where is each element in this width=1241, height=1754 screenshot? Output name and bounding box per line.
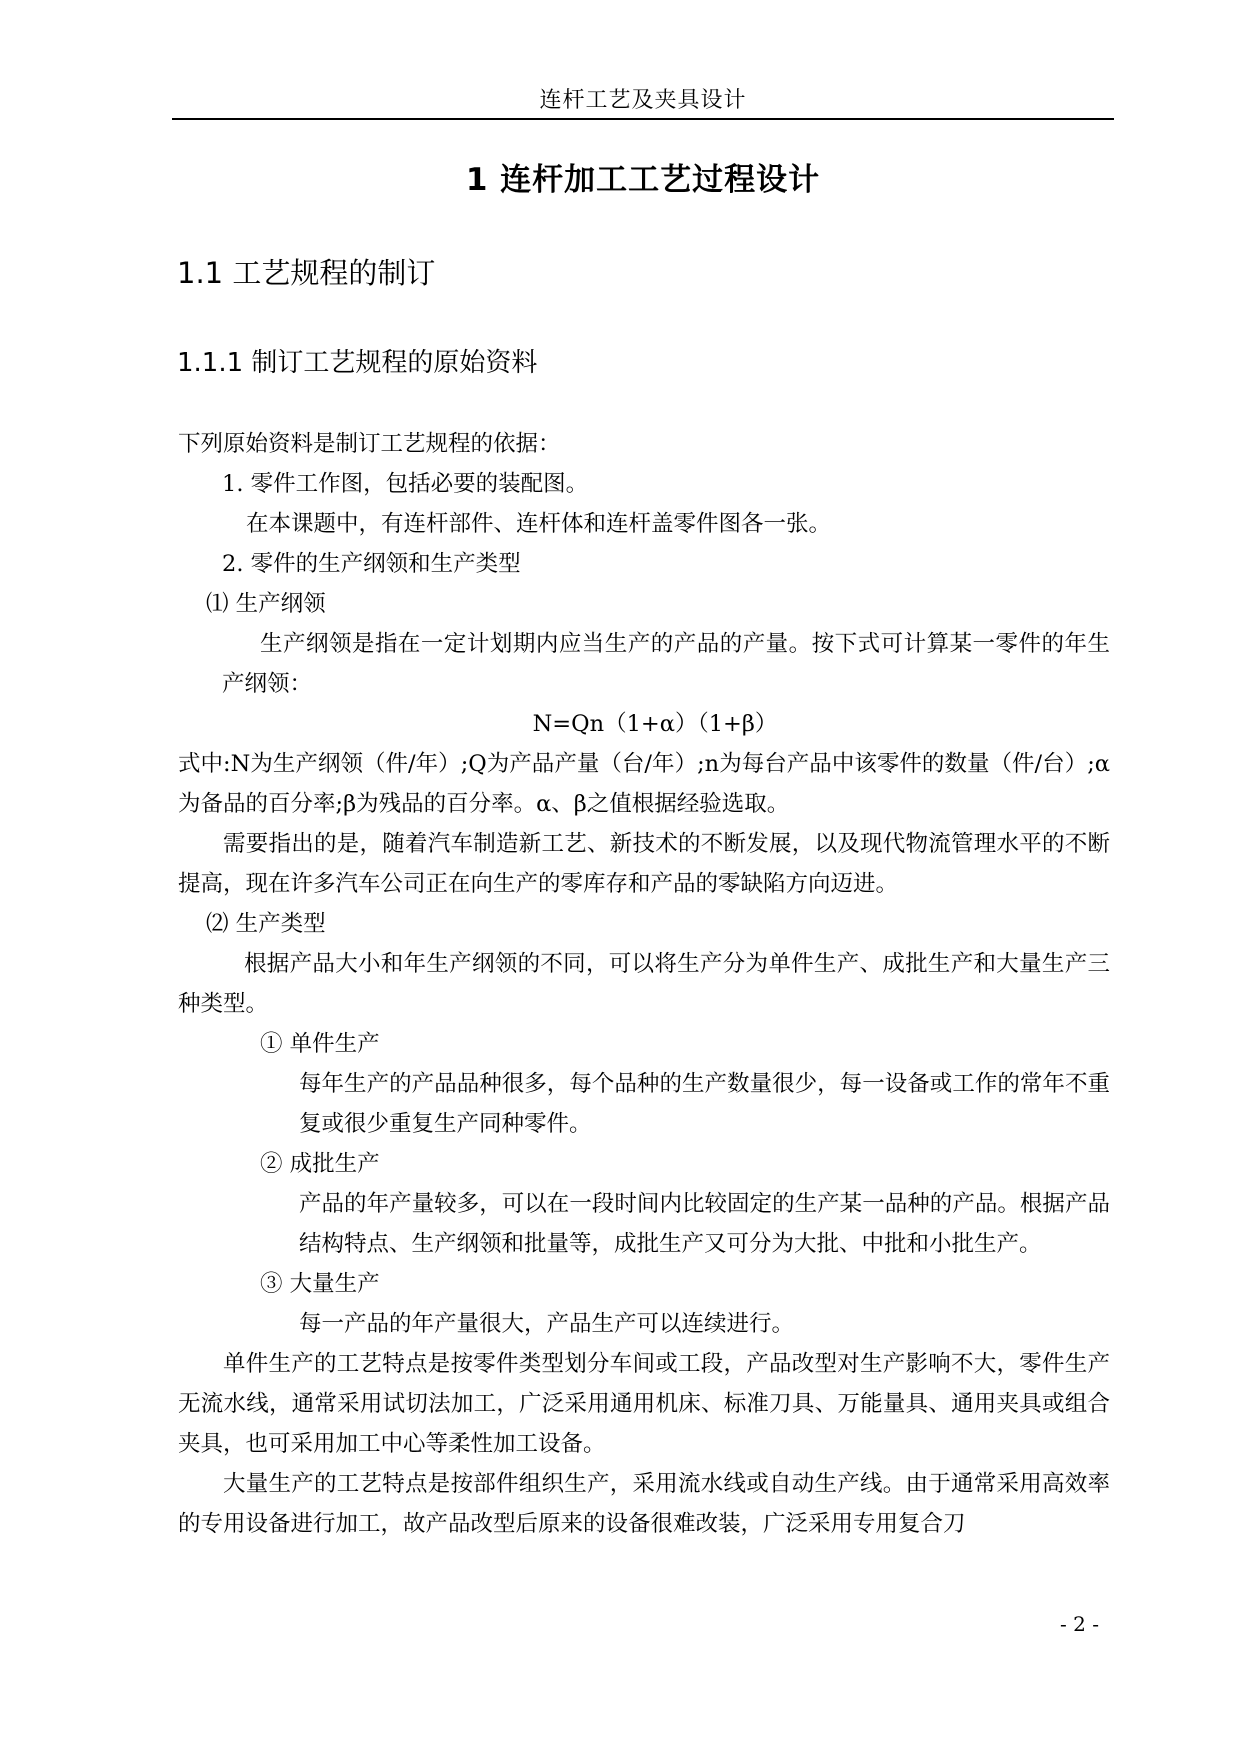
page-number: - 2 -	[1060, 1612, 1099, 1636]
type-mass-text: 每一产品的年产量很大，产品生产可以连续进行。	[299, 1311, 795, 1337]
type-single-text: 每年生产的产品品种很多，每个品种的生产数量很少，每一设备或工作的常年不重复或很少重复生产同种零件。	[299, 1071, 1110, 1137]
subitem-production-plan-title: ⑴ 生产纲领	[206, 591, 326, 617]
note-paragraph: 需要指出的是，随着汽车制造新工艺、新技术的不断发展，以及现代物流管理水平的不断提高，现在许多汽车公司正在向生产的零库存和产品的零缺陷方向迈进。	[178, 831, 1110, 897]
list-item-2: 2. 零件的生产纲领和生产类型	[222, 551, 521, 577]
header-rule	[172, 118, 1114, 120]
list-item-1-detail: 在本课题中，有连杆部件、连杆体和连杆盖零件图各一张。	[246, 511, 832, 537]
subitem-production-type-title: ⑵ 生产类型	[206, 911, 326, 937]
running-header: 连杆工艺及夹具设计	[539, 88, 747, 113]
section-title: 1.1 工艺规程的制订	[177, 256, 436, 290]
type-mass-title: ③ 大量生产	[260, 1271, 380, 1297]
subitem-production-type-text: 根据产品大小和年生产纲领的不同，可以将生产分为单件生产、成批生产和大量生产三种类型。	[178, 951, 1110, 1017]
chapter-title: 1 连杆加工工艺过程设计	[465, 162, 821, 198]
type-single-title: ① 单件生产	[260, 1031, 380, 1057]
type-batch-title: ② 成批生产	[260, 1151, 380, 1177]
body-text	[178, 424, 1110, 1544]
formula-explanation: 式中:N为生产纲领（件/年）;Q为产品产量（台/年）;n为每台产品中该零件的数量（件/台）;α为备品的百分率;β为残品的百分率。α、β之值根据经验选取。	[178, 751, 1110, 817]
intro-paragraph: 下列原始资料是制订工艺规程的依据：	[178, 431, 561, 457]
single-production-paragraph: 单件生产的工艺特点是按零件类型划分车间或工段，产品改型对生产影响不大，零件生产无流水线，通常采用试切法加工，广泛采用通用机床、标准刀具、万能量具、通用夹具或组合夹具，也可采用加工中心等柔性加工设备。	[178, 1351, 1110, 1457]
subsection-title: 1.1.1 制订工艺规程的原始资料	[177, 348, 538, 378]
mass-production-paragraph: 大量生产的工艺特点是按部件组织生产，采用流水线或自动生产线。由于通常采用高效率的专用设备进行加工，故产品改型后原来的设备很难改装，广泛采用专用复合刀	[178, 1471, 1110, 1537]
type-batch-text: 产品的年产量较多，可以在一段时间内比较固定的生产某一品种的产品。根据产品结构特点、生产纲领和批量等，成批生产又可分为大批、中批和小批生产。	[299, 1191, 1110, 1257]
subitem-production-plan-text: 生产纲领是指在一定计划期内应当生产的产品的产量。按下式可计算某一零件的年生产纲领：	[222, 631, 1110, 697]
list-item-1: 1. 零件工作图，包括必要的装配图。	[222, 471, 589, 497]
formula: N=Qn（1+α）（1+β）	[532, 711, 778, 737]
